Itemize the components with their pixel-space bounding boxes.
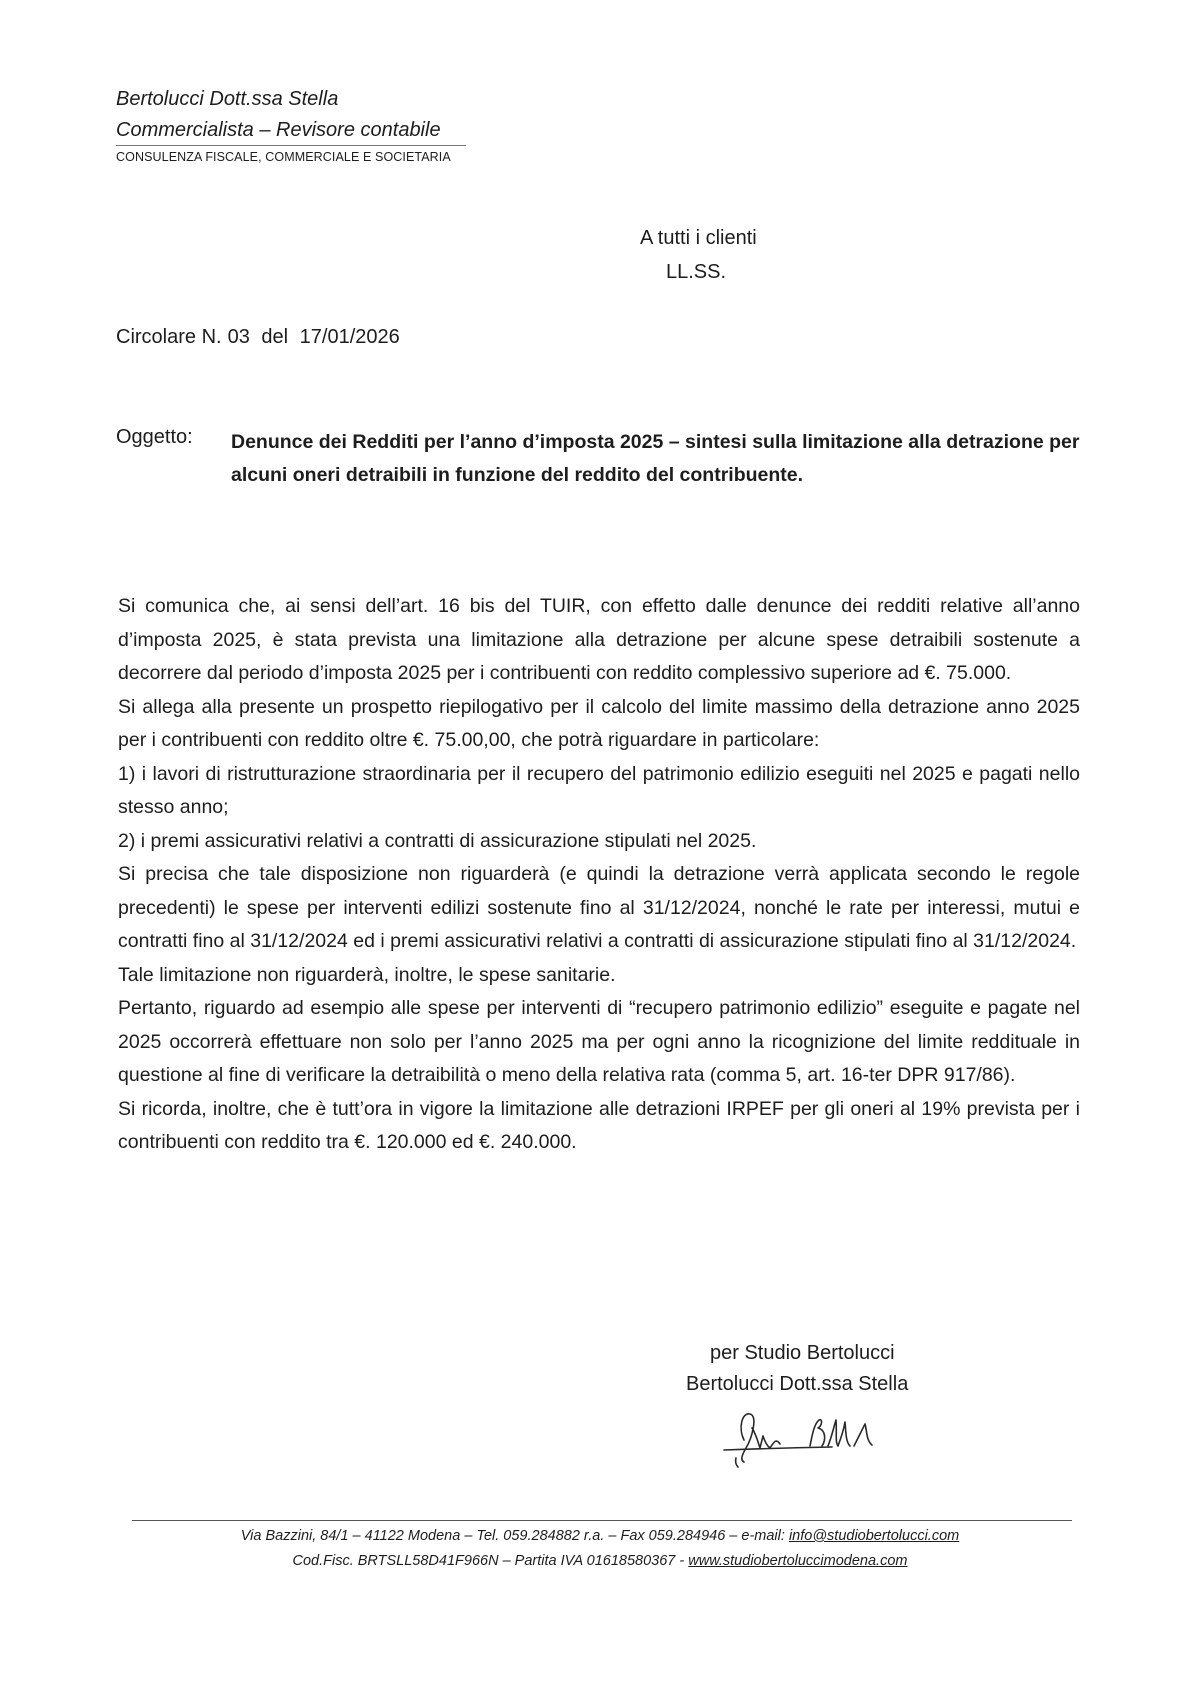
footer-divider — [132, 1520, 1072, 1521]
circular-number: 03 — [227, 326, 250, 348]
circular-date: 17/01/2026 — [299, 326, 400, 348]
closing-block — [686, 1338, 908, 1400]
footer-address: Via Bazzini, 84/1 – 41122 Modena – Tel. 059.284882 r.a. – Fax 059.284946 – e-mail: — [240, 1528, 789, 1544]
letterhead-name: Bertolucci Dott.ssa Stella — [116, 88, 339, 110]
body-list-item: 1) i lavori di ristrutturazione straordinaria per il recupero del patrimonio edilizio eseguiti nel 2025 e pagati nello stesso anno; — [118, 762, 1080, 818]
recipient-line-1: A tutti i clienti — [640, 227, 757, 249]
circular-label: Circolare N. — [116, 326, 222, 348]
footer-address-line — [130, 1524, 1070, 1549]
closing-line-1: per Studio Bertolucci — [710, 1342, 895, 1364]
body-paragraph: Pertanto, riguardo ad esempio alle spese per interventi di “recupero patrimonio edilizio” eseguite e pagate nel 2025 occorrerà effettuare non solo per l’anno 2025 ma per ogni anno la ricognizione del limite reddituale in questione al fine di verificare la detraibilità o meno della relativa rata (comma 5, art. 16-ter DPR 917/86). — [118, 997, 1080, 1086]
footer-fiscal: Cod.Fisc. BRTSLL58D41F966N – Partita IVA 01618580367 - — [292, 1553, 689, 1569]
body-paragraph: Si allega alla presente un prospetto riepilogativo per il calcolo del limite massimo della detrazione anno 2025 per i contribuenti con reddito oltre €. 75.00,00, che potrà riguardare in particolare: — [118, 695, 1080, 751]
footer — [130, 1524, 1070, 1574]
letterhead — [116, 84, 476, 164]
recipient-line-2: LL.SS. — [666, 261, 727, 283]
handwritten-signature — [722, 1398, 922, 1478]
subject-text: Denunce dei Redditi per l’anno d’imposta 2025 – sintesi sulla limitazione alla detrazione per alcuni oneri detraibili in funzione del reddito del contribuente. — [231, 431, 1080, 486]
body-paragraph: Tale limitazione non riguarderà, inoltre, le spese sanitarie. — [118, 963, 616, 986]
body-paragraph: Si ricorda, inoltre, che è tutt’ora in vigore la limitazione alle detrazioni IRPEF per gli oneri al 19% prevista per i contribuenti con reddito tra €. 120.000 ed €. 240.000. — [118, 1097, 1080, 1153]
circular-reference — [116, 326, 406, 349]
circular-del: del — [261, 326, 289, 348]
footer-email-link[interactable]: info@studiobertolucci.com — [788, 1528, 960, 1544]
footer-fiscal-line — [130, 1549, 1070, 1574]
body-paragraph: Si comunica che, ai sensi dell’art. 16 bis del TUIR, con effetto dalle denunce dei redditi relative all’anno d’imposta 2025, è stata prevista una limitazione alla detrazione per alcune spese detraibili sostenute a decorrere dal periodo d’imposta 2025 per i contribuenti con reddito complessivo superiore ad €. 75.000. — [118, 595, 1080, 684]
subject-label: Oggetto: — [116, 426, 193, 448]
footer-website-link[interactable]: www.studiobertoluccimodena.com — [688, 1553, 908, 1569]
letterhead-role: Commercialista – Revisore contabile — [116, 115, 466, 146]
recipient-block — [640, 221, 757, 289]
letterhead-tagline: CONSULENZA FISCALE, COMMERCIALE E SOCIETARIA — [116, 150, 451, 164]
body-paragraph: Si precisa che tale disposizione non riguarderà (e quindi la detrazione verrà applicata secondo le regole precedenti) le spese per interventi edilizi sostenute fino al 31/12/2024, nonché le rate per interessi, mutui e contratti fino al 31/12/2024 ed i premi assicurativi relativi a contratti di assicurazione stipulati fino al 31/12/2024. — [118, 863, 1080, 952]
closing-line-2: Bertolucci Dott.ssa Stella — [686, 1373, 909, 1395]
letter-body — [118, 590, 1080, 1160]
body-list-item: 2) i premi assicurativi relativi a contratti di assicurazione stipulati nel 2025. — [118, 829, 757, 852]
